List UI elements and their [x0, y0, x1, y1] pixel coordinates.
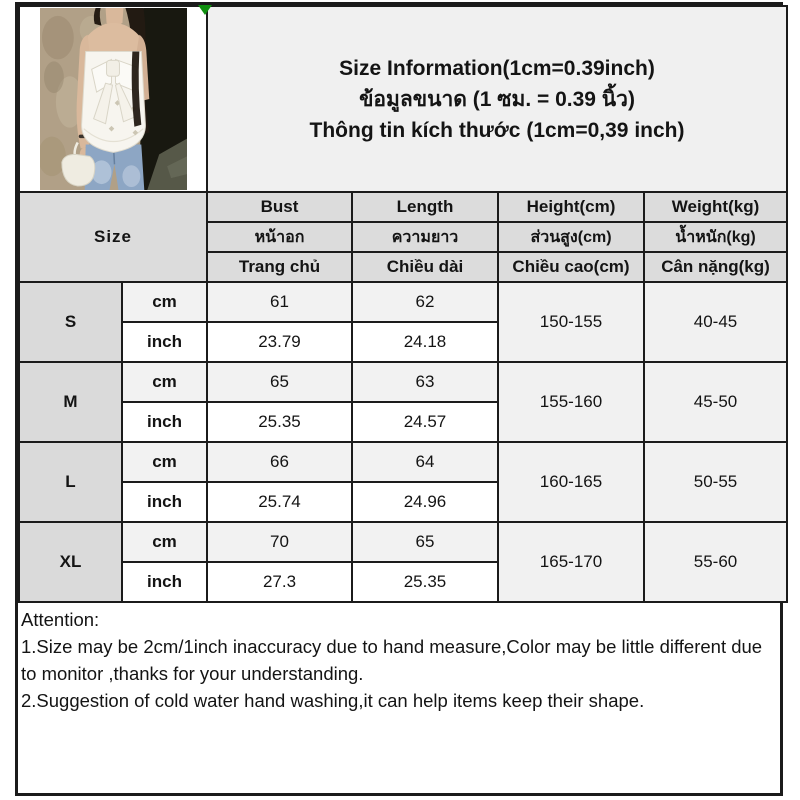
row-m-cm — [19, 362, 787, 402]
s-bust-inch: 23.79 — [207, 322, 352, 362]
l-length-inch: 24.96 — [352, 482, 498, 522]
m-bust-cm: 65 — [207, 362, 352, 402]
l-bust-inch: 25.74 — [207, 482, 352, 522]
product-photo-cell — [19, 6, 207, 192]
s-weight: 40-45 — [644, 282, 787, 362]
title-thai: ข้อมูลขนาด (1 ซม. = 0.39 นิ้ว) — [359, 87, 635, 111]
product-photo — [40, 8, 187, 190]
header-length-th: ความยาว — [352, 222, 498, 252]
header-bust-en: Bust — [207, 192, 352, 222]
l-height: 160-165 — [498, 442, 644, 522]
s-bust-cm: 61 — [207, 282, 352, 322]
header-row-en — [19, 192, 787, 222]
size-label-l: L — [19, 442, 122, 522]
m-height: 155-160 — [498, 362, 644, 442]
size-info-title-block — [207, 6, 787, 192]
top-row — [19, 6, 787, 192]
xl-weight: 55-60 — [644, 522, 787, 602]
m-length-inch: 24.57 — [352, 402, 498, 442]
size-label-m: M — [19, 362, 122, 442]
unit-cm: cm — [122, 362, 207, 402]
row-l-cm — [19, 442, 787, 482]
title-english: Size Information(1cm=0.39inch) — [339, 56, 655, 80]
header-bust-th: หน้าอก — [207, 222, 352, 252]
l-bust-cm: 66 — [207, 442, 352, 482]
l-length-cm: 64 — [352, 442, 498, 482]
s-length-inch: 24.18 — [352, 322, 498, 362]
header-bust-vi: Trang chủ — [207, 252, 352, 282]
header-length-en: Length — [352, 192, 498, 222]
title-vietnamese: Thông tin kích thước (1cm=0,39 inch) — [309, 118, 685, 142]
size-table — [18, 5, 788, 603]
attention-note-1: 1.Size may be 2cm/1inch inaccuracy due to hand measure,Color may be little different due to monitor ,thanks for your understanding. — [21, 636, 763, 684]
xl-bust-inch: 27.3 — [207, 562, 352, 602]
unit-inch: inch — [122, 322, 207, 362]
m-weight: 45-50 — [644, 362, 787, 442]
m-length-cm: 63 — [352, 362, 498, 402]
xl-length-inch: 25.35 — [352, 562, 498, 602]
xl-height: 165-170 — [498, 522, 644, 602]
unit-inch: inch — [122, 482, 207, 522]
row-xl-cm — [19, 522, 787, 562]
s-length-cm: 62 — [352, 282, 498, 322]
unit-inch: inch — [122, 562, 207, 602]
m-bust-inch: 25.35 — [207, 402, 352, 442]
size-header: Size — [19, 192, 207, 282]
unit-inch: inch — [122, 402, 207, 442]
header-weight-vi: Cân nặng(kg) — [644, 252, 787, 282]
l-weight: 50-55 — [644, 442, 787, 522]
unit-cm: cm — [122, 442, 207, 482]
size-chart-card — [15, 2, 783, 796]
header-height-th: ส่วนสูง(cm) — [498, 222, 644, 252]
xl-length-cm: 65 — [352, 522, 498, 562]
header-length-vi: Chiều dài — [352, 252, 498, 282]
row-s-cm — [19, 282, 787, 322]
attention-heading: Attention: — [21, 609, 100, 630]
header-weight-th: น้ำหนัก(kg) — [644, 222, 787, 252]
xl-bust-cm: 70 — [207, 522, 352, 562]
size-label-s: S — [19, 282, 122, 362]
unit-cm: cm — [122, 282, 207, 322]
attention-note-2: 2.Suggestion of cold water hand washing,it can help items keep their shape. — [21, 690, 645, 711]
attention-section — [18, 603, 780, 793]
header-weight-en: Weight(kg) — [644, 192, 787, 222]
s-height: 150-155 — [498, 282, 644, 362]
header-height-en: Height(cm) — [498, 192, 644, 222]
header-height-vi: Chiều cao(cm) — [498, 252, 644, 282]
green-corner-marker-icon — [198, 5, 212, 15]
unit-cm: cm — [122, 522, 207, 562]
size-label-xl: XL — [19, 522, 122, 602]
